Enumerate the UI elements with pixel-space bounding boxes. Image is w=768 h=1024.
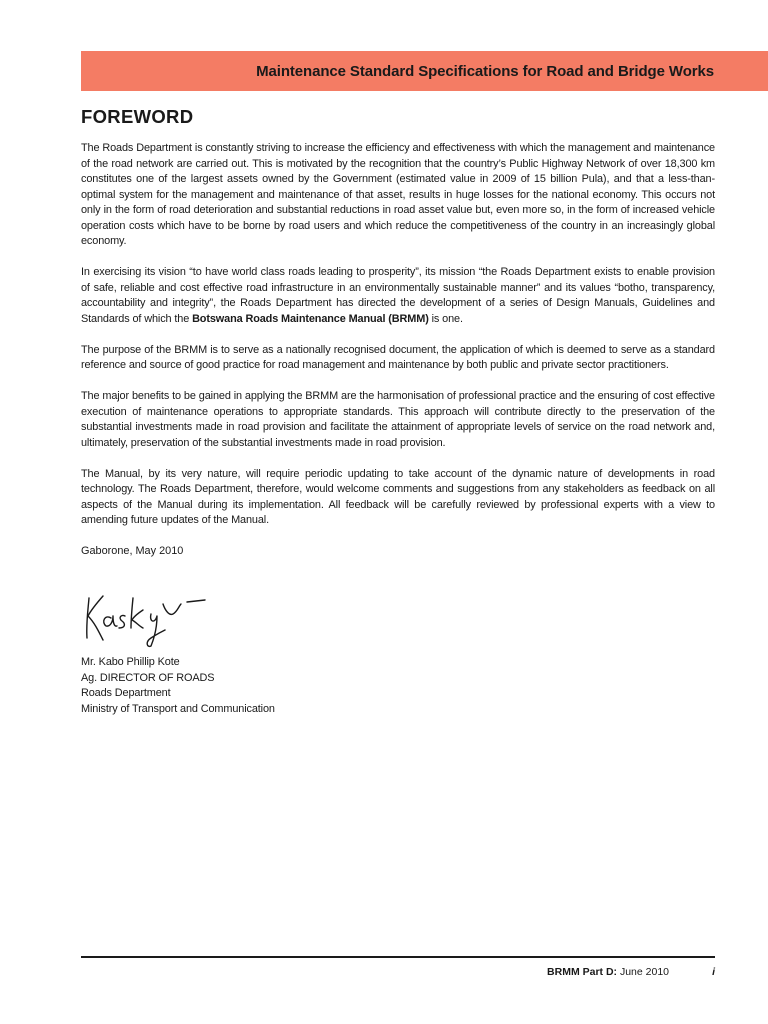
footer-doc-date: June 2010 (617, 966, 669, 978)
foreword-section (81, 106, 715, 560)
signatory-name: Mr. Kabo Phillip Kote (81, 656, 180, 668)
signatory-ministry: Ministry of Transport and Communication (81, 702, 275, 715)
footer-doc-name: BRMM Part D: (547, 966, 618, 978)
paragraph-vision-text-start: In exercising its vision “to have world class roads leading to prosperity”, its mission “the Roads Department exists to enable provision of safe, reliable and cost effective road infrastructure in an environmentally sustainable manner” and its values “botho, transparency, accountability and integrity”, the Roads Department has directed the development of a series of Design Manuals, Guidelines and Standards of which the (81, 266, 715, 325)
signatory-title: Ag. DIRECTOR OF ROADS (81, 671, 215, 684)
footer-divider (81, 956, 715, 958)
signatory-block (81, 655, 275, 717)
page-number: i (712, 966, 715, 978)
page-title: FOREWORD (81, 106, 194, 127)
signature-image (81, 592, 211, 650)
paragraph-intro: The Roads Department is constantly striving to increase the efficiency and effectiveness with which the management and maintenance of the road network are carried out. This is motivated by the recognition that the country’s Public Highway Network of over 18,300 km constitutes one of the largest assets owned by the Government (estimated value in 2009 of 15 billion Pula), and that a less-than-optimal system for the management and maintenance of that asset, results in huge losses for the national economy. This occurs not only in the form of road deterioration and substantial reductions in road asset value but, even more so, in the form of increased vehicle operation costs which have to be borne by road users and which reduce the competitiveness of the country in an increasingly global economy. (81, 142, 715, 247)
paragraph-purpose: The purpose of the BRMM is to serve as a nationally recognised document, the application of which is deemed to serve as a standard reference and source of good practice for road management and maintenance by both public and private sector practitioners. (81, 343, 715, 371)
footer (81, 966, 715, 982)
place-date: Gaborone, May 2010 (81, 545, 184, 557)
brmm-title-bold: Botswana Roads Maintenance Manual (BRMM) (192, 312, 429, 325)
paragraph-benefits: The major benefits to be gained in applying the BRMM are the harmonisation of professional practice and the ensuring of cost effective execution of maintenance operations to appropriate standards. This approach will contribute directly to the preservation of the substantial investments made in road provision and facilitate the attainment of appropriate levels of service on the road network and, ultimately, preservation of the substantial investments made in road provision. (81, 390, 715, 449)
paragraph-vision (81, 265, 715, 327)
paragraph-vision-text-end: is one. (428, 312, 463, 325)
signatory-department: Roads Department (81, 687, 171, 699)
header-title: Maintenance Standard Specifications for Road and Bridge Works (256, 63, 714, 80)
header-band (81, 51, 768, 91)
paragraph-updating: The Manual, by its very nature, will require periodic updating to take account of the dynamic nature of developments in road technology. The Roads Department, therefore, would welcome comments and suggestions from any stakeholders as feedback on all aspects of the Manual during its implementation. All feedback will be carefully reviewed by professional experts with a view to amending future updates of the Manual. (81, 467, 715, 526)
footer-doc-ref (547, 966, 669, 978)
